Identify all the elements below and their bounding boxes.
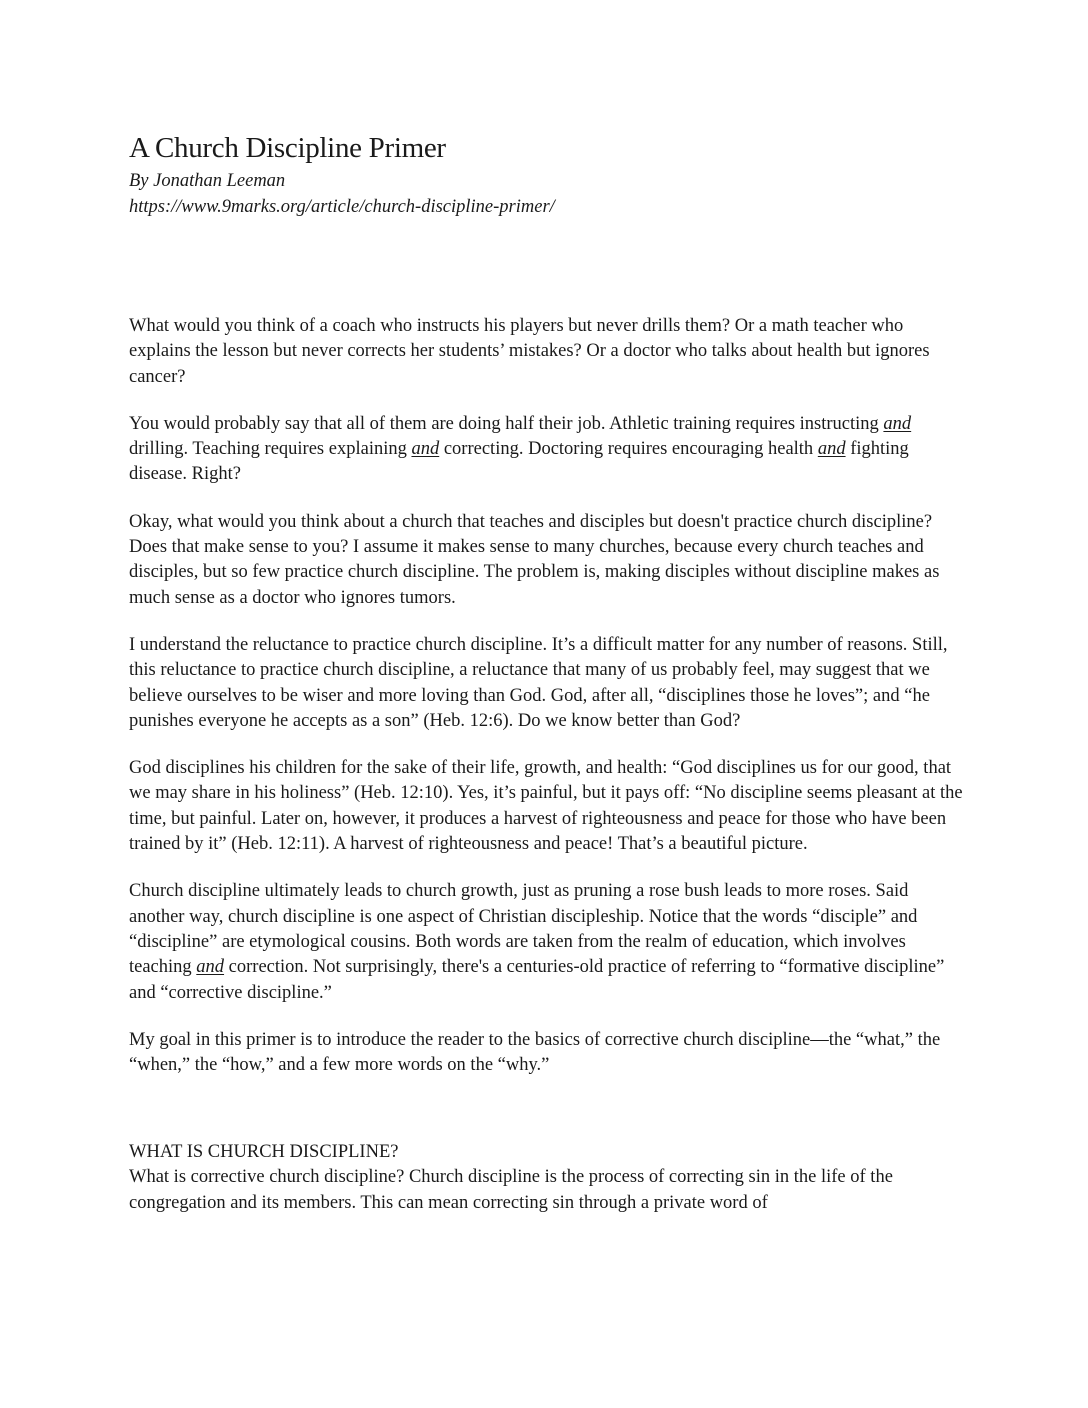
paragraph-half-job [129,412,964,488]
emphasis-and: and [411,439,440,460]
document-page [129,128,964,1216]
author-byline: By Jonathan Leeman [129,171,286,191]
paragraph-goal: My goal in this primer is to introduce the reader to the basics of corrective church discipline—the “what,” the “when,” the “how,” and a few more words on the “why.” [129,1029,941,1076]
emphasis-and: and [817,439,846,460]
text-run: correction. Not surprisingly, there's a centuries-old practice of referring to “formative discipline” and “corrective discipline.” [129,957,945,1003]
paragraph-church-growth [129,879,964,1005]
source-url: https://www.9marks.org/article/church-discipline-primer/ [129,197,555,217]
text-run: Church discipline ultimately leads to church growth, just as pruning a rose bush leads to more roses. Said another way, church discipline is one aspect of Christian discipleship. Notice that the words “disciple” and “discipline” are etymological cousins. Both words are taken from the realm of education, which involves teaching [129,881,918,978]
paragraph-intro: What would you think of a coach who instructs his players but never drills them? Or a math teacher who explains the lesson but never corrects her students’ mistakes? Or a doctor who talks about health but ignores cancer? [129,316,930,387]
paragraph-god-disciplines: God disciplines his children for the sake of their life, growth, and health: “God disciplines us for our good, that we may share in his holiness” (Heb. 12:10). Yes, it’s painful, but it pays off: “No discipline seems pleasant at the time, but painful. Later on, however, it produces a harvest of righteousness and peace for those who have been trained by it” (Heb. 12:11). A harvest of righteousness and peace! That’s a beautiful picture. [129,758,963,855]
text-run: You would probably say that all of them are doing half their job. Athletic training requires instructing [129,413,884,434]
text-run: correcting. Doctoring requires encouraging health [439,439,818,460]
emphasis-and: and [196,957,225,978]
paragraph-reluctance: I understand the reluctance to practice church discipline. It’s a difficult matter for any number of reasons. Still, this reluctance to practice church discipline, a reluctance that many of us probably feel, may suggest that we believe ourselves to be wiser and more loving than God. God, after all, “disciplines those he loves”; and “he punishes everyone he accepts as a son” (Heb. 12:6). Do we know better than God? [129,634,948,731]
text-run: drilling. Teaching requires explaining [129,439,412,460]
document-title: A Church Discipline Primer [129,132,446,164]
section-heading: WHAT IS CHURCH DISCIPLINE? [129,1142,399,1163]
section-paragraph: What is corrective church discipline? Church discipline is the process of correcting sin in the life of the congregation and its members. This can mean correcting sin through a private word of [129,1167,893,1213]
emphasis-and: and [883,413,912,434]
text-run: fighting disease. Right? [129,439,909,485]
article-body [129,314,964,1216]
paragraph-church-question: Okay, what would you think about a church that teaches and disciples but doesn't practice church discipline? Does that make sense to you? I assume it makes sense to many churches, because every church teaches and disciples, but so few practice church discipline. The problem is, making disciples without discipline makes as much sense as a doctor who ignores tumors. [129,511,940,608]
